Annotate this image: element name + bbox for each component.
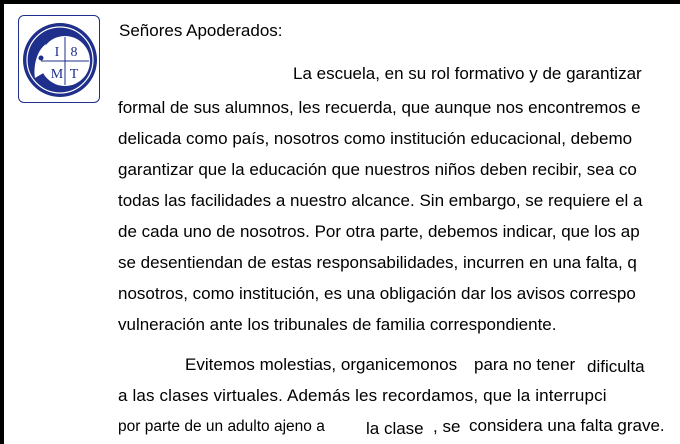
paragraph1-line: garantizar que la educación que nuestros niños deben recibir, sea co [118, 160, 637, 179]
paragraph2-line3-d: considera una falta grave. [469, 416, 665, 435]
paragraph1-line: delicada como país, nosotros como institución educacional, debemo [118, 129, 633, 148]
paragraph1-line: se desentiendan de estas responsabilidades, incurren en una falta, q [118, 253, 637, 272]
logo-letter-1: I [54, 45, 60, 60]
school-crest-icon [19, 16, 101, 104]
paragraph1-line: nosotros, como institución, es una obligación dar los avisos correspo [118, 284, 636, 303]
paragraph1-line: La escuela, en su rol formativo y de garantizar [293, 64, 642, 83]
logo-letter-3: M [50, 67, 64, 82]
paragraph1-line: formal de sus alumnos, les recuerda, que aunque nos encontremos e [118, 98, 641, 117]
paragraph1-line: todas las facilidades a nuestro alcance. Sin embargo, se requiere el a [118, 191, 643, 210]
paragraph2-line3-c: , se [433, 417, 461, 436]
paragraph2-line2: a las clases virtuales. Además les recordamos, que la interrupci [118, 386, 607, 405]
logo-letter-2: 8 [70, 45, 78, 60]
paragraph1-line: de cada uno de nosotros. Por otra parte, debemos indicar, que los ap [118, 222, 640, 241]
paragraph2-line1-c: dificulta [587, 357, 645, 376]
paragraph1-line: vulneración ante los tribunales de familia correspondiente. [118, 315, 557, 334]
paragraph2-line3-a: por parte de un adulto ajeno a [118, 418, 325, 435]
paragraph2-line3-b: la clase [366, 419, 424, 438]
school-logo [18, 15, 100, 103]
logo-letter-4: T [69, 67, 79, 82]
paragraph2-line1-b: para no tener [474, 355, 576, 374]
greeting: Señores Apoderados: [119, 21, 283, 40]
paragraph2-line1-a: Evitemos molestias, organicemonos [185, 355, 458, 374]
